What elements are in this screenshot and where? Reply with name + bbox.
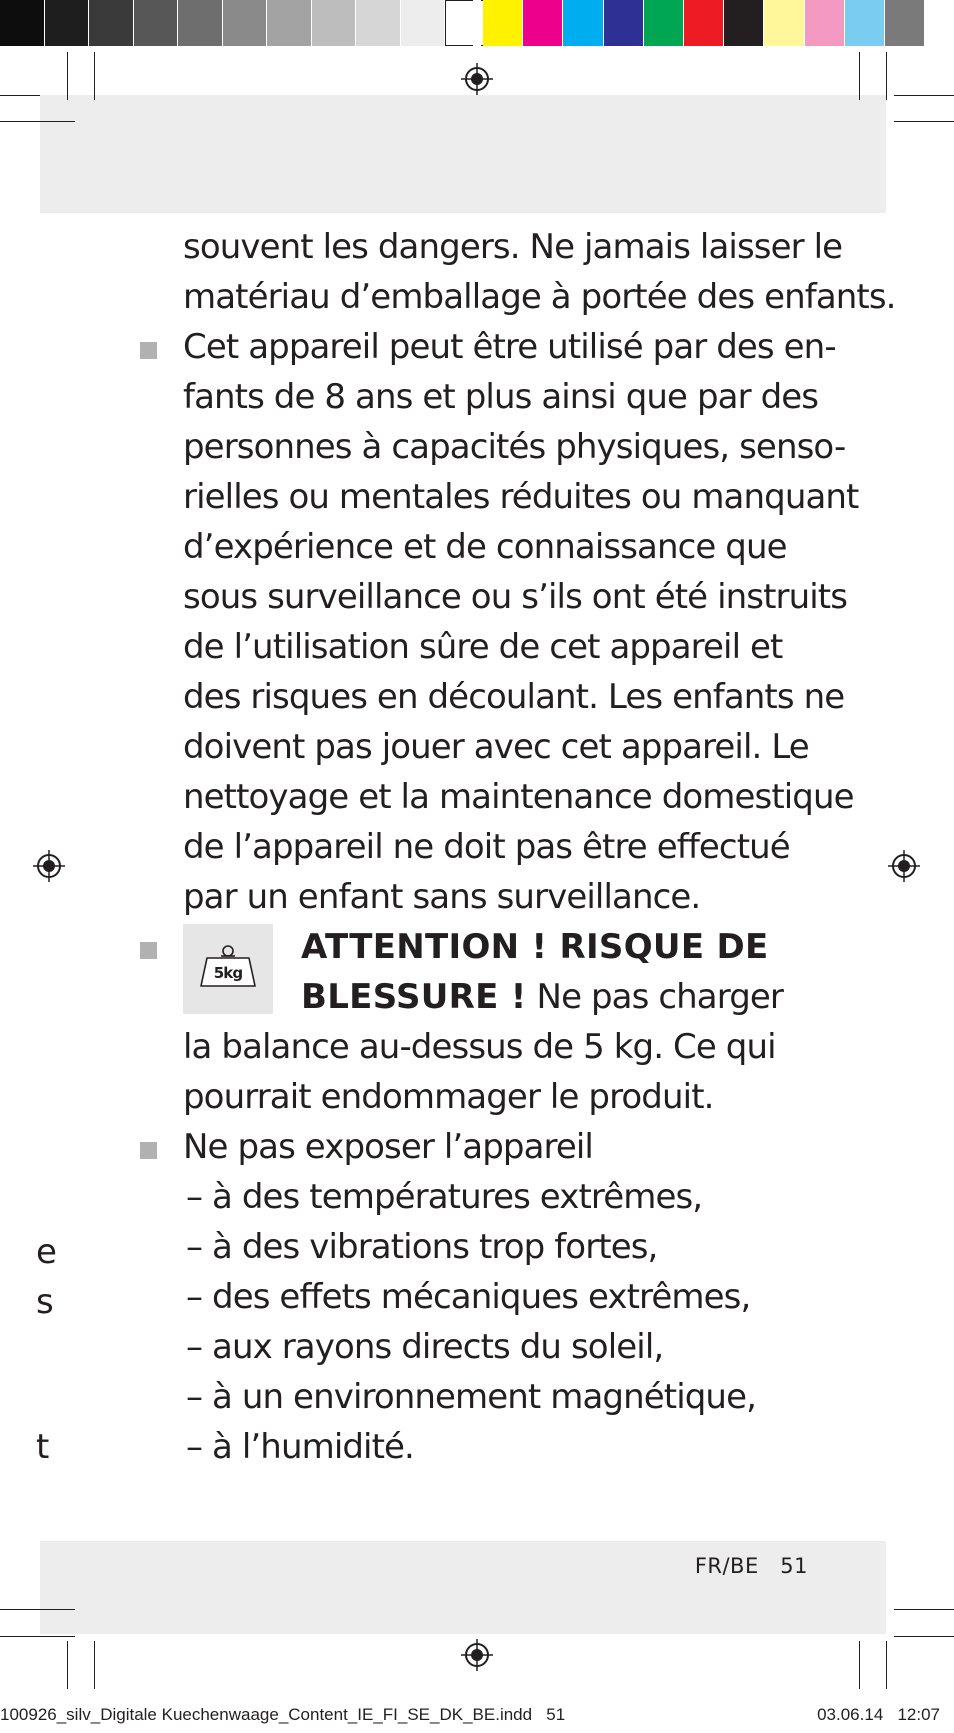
crop-mark [894, 1609, 954, 1610]
weight-5kg-icon [183, 924, 273, 1014]
text-line: sous surveillance ou s’ils ont été instruits [183, 577, 848, 617]
crop-mark [0, 121, 75, 122]
color-swatch [523, 0, 562, 46]
color-swatch [684, 0, 723, 46]
color-swatch [134, 0, 178, 46]
color-swatch [885, 0, 924, 46]
text-line: nettoyage et la maintenance domestique [183, 777, 854, 817]
color-swatch [312, 0, 356, 46]
warning-title-2: BLESSURE ! [301, 977, 527, 1017]
page-footer [695, 1554, 808, 1578]
locale-label: FR/BE [694, 1554, 759, 1578]
color-swatch [223, 0, 267, 46]
color-swatch [845, 0, 884, 46]
warning-title: ATTENTION ! RISQUE DE [301, 927, 769, 967]
text-line: par un enfant sans surveillance. [183, 877, 701, 917]
color-swatch [356, 0, 400, 46]
text-line: pourrait endommager le produit. [183, 1077, 714, 1117]
color-swatch [45, 0, 89, 46]
crop-mark [94, 52, 95, 100]
page-number: 51 [780, 1554, 808, 1578]
weight-icon-label: 5kg [213, 964, 243, 982]
bullet-marker [140, 342, 157, 359]
text-line: rielles ou mentales réduites ou manquant [183, 477, 859, 517]
slug-date: 03.06.14 [817, 1705, 884, 1724]
list-item: – des effets mécaniques extrêmes, [186, 1277, 751, 1317]
color-swatch [0, 0, 44, 46]
bullet-marker [140, 1142, 157, 1159]
text-line: doivent pas jouer avec cet appareil. Le [183, 727, 809, 767]
color-swatch [724, 0, 763, 46]
color-swatch [604, 0, 643, 46]
text-line: Ne pas exposer l’appareil [183, 1127, 593, 1167]
text-line: la balance au-dessus de 5 kg. Ce qui [183, 1027, 776, 1067]
bullet-weight-warning [183, 922, 823, 1122]
crop-mark [67, 52, 68, 100]
text-line: personnes à capacités physiques, senso- [183, 427, 846, 467]
list-item: – aux rayons directs du soleil, [186, 1327, 664, 1367]
crop-mark [859, 52, 860, 100]
color-swatch [445, 0, 489, 46]
text-line: de l’utilisation sûre de cet appareil et [183, 627, 783, 667]
bullet-marker [140, 942, 157, 959]
slug-time: 12:07 [897, 1705, 940, 1724]
color-bar [0, 0, 954, 48]
registration-mark-icon [459, 1637, 495, 1673]
left-page-fragment: t [36, 1427, 50, 1467]
color-swatch [805, 0, 844, 46]
safety-instructions [183, 222, 896, 1472]
color-swatch [178, 0, 222, 46]
text-line: Cet appareil peut être utilisé par des en- [183, 327, 836, 367]
list-item: – à l’humidité. [186, 1427, 414, 1467]
slug-filename: 100926_silv_Digitale Kuechenwaage_Content_IE_FI_SE_DK_BE.indd 51 [0, 1705, 566, 1724]
text-line: souvent les dangers. Ne jamais laisser le [183, 227, 843, 267]
color-swatch [563, 0, 602, 46]
bullet-first-line [183, 322, 836, 372]
list-item: – à des températures extrêmes, [186, 1177, 703, 1217]
crop-mark [859, 1641, 860, 1689]
color-swatch [401, 0, 445, 46]
list-item: – à des vibrations trop fortes, [186, 1227, 658, 1267]
crop-mark [894, 95, 954, 96]
color-swatch [483, 0, 522, 46]
crop-mark [886, 1641, 887, 1689]
left-page-fragment: s [36, 1282, 54, 1322]
color-swatch [644, 0, 683, 46]
crop-mark [0, 1636, 75, 1637]
list-item: – à un environnement magnétique, [186, 1377, 757, 1417]
crop-mark [894, 121, 954, 122]
header-panel [40, 95, 886, 213]
color-swatch [267, 0, 311, 46]
registration-mark-icon [886, 848, 922, 884]
crop-mark [67, 1641, 68, 1689]
crop-mark [94, 1641, 95, 1689]
crop-mark [0, 95, 40, 96]
slug-timestamp [817, 1705, 940, 1725]
color-swatch [89, 0, 133, 46]
color-bar-gap [473, 0, 481, 48]
text-line: d’expérience et de connaissance que [183, 527, 787, 567]
text-line: des risques en découlant. Les enfants ne [183, 677, 845, 717]
registration-mark-icon [31, 848, 67, 884]
warning-line-2 [301, 972, 783, 1022]
registration-mark-icon [459, 61, 495, 97]
text-line: de l’appareil ne doit pas être effectué [183, 827, 790, 867]
text-line: matériau d’emballage à portée des enfants. [183, 277, 896, 317]
warning-header [183, 922, 823, 1022]
color-swatch [764, 0, 803, 46]
bullet-exposure [183, 1122, 823, 1472]
bullet-children-safety [183, 322, 859, 922]
text-line: fants de 8 ans et plus ainsi que par des [183, 377, 819, 417]
crop-mark [0, 1609, 75, 1610]
bullet-first-line [183, 1122, 823, 1172]
left-page-fragment: e [36, 1232, 57, 1272]
warning-text-2: Ne pas charger [526, 977, 783, 1017]
crop-mark [886, 52, 887, 100]
crop-mark [894, 1636, 954, 1637]
